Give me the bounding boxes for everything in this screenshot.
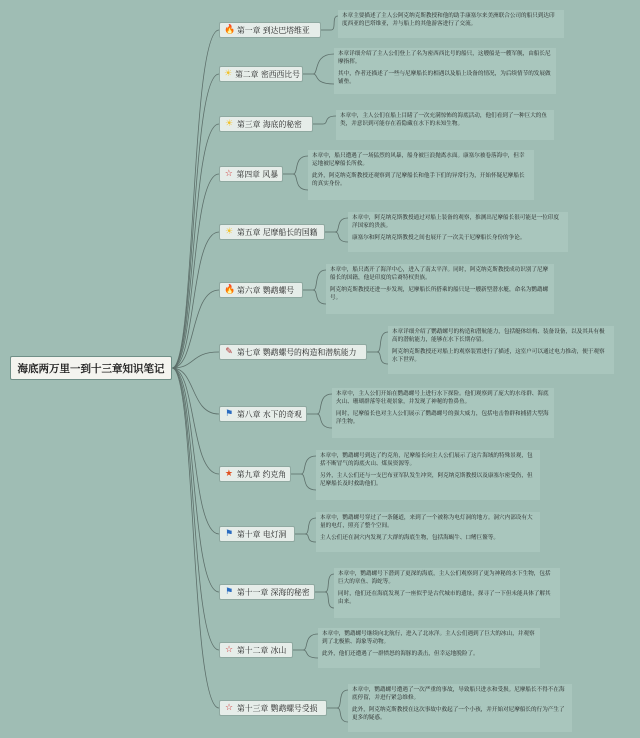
note-text: 另外，主人公们还与一支巴布亚军队发生冲突，阿克纳克斯教授以及康塞尔密受伤，但尼摩船长及时救助他们。 (320, 472, 533, 488)
chapter-title: 第七章 鹦鹉螺号的构造和潜航能力 (237, 347, 357, 357)
note-connector (301, 456, 316, 474)
note-text: 本章主要描述了主人公阿克纳克斯教授和他的助手康塞尔来美洲联合公司的船只到达印度西亚的巴塔维亚，并与船上的其他游客进行了交流。 (342, 13, 555, 28)
flag-icon: ⚑ (224, 409, 234, 419)
sun-icon: ☀ (224, 69, 233, 79)
note-connector (313, 290, 326, 304)
fire-icon: 🔥 (224, 25, 236, 35)
chapter-title: 第十章 电灯洞 (237, 529, 287, 539)
note-text: 阿克纳克斯教授还对船上的观察装置进行了描述，这室户可以通过电力推动，便于观察水下世界。 (392, 348, 605, 364)
note-connector (337, 708, 348, 722)
sun-icon: ☀ (224, 227, 234, 237)
note-text: 阿克纳克斯教授还进一步发现，尼摩船长所搭乘的船只是一艘新型潜水艇，命名为鹦鹉螺号。 (330, 286, 549, 302)
note-connector (301, 474, 316, 490)
branch-line (172, 368, 219, 414)
chapter-node[interactable] (219, 22, 321, 38)
chapter-title: 第六章 鹦鹉螺号 (237, 285, 295, 295)
note-text: 同时，他们还在海底发现了一座似乎是古代城市的遗址，探寻了一下但未能具体了解其由来。 (338, 590, 551, 606)
note-text: 此外，阿克纳克斯教授还观察到了尼摩船长和他手下们的异常行为，开始怀疑尼摩船长的真实身份。 (312, 172, 525, 188)
chapter-notes (338, 10, 564, 38)
chapter-notes (332, 388, 554, 438)
note-text: 此外，他们还遭遇了一群愤怒的海豚的袭击，但幸运地脱险了。 (322, 650, 479, 657)
chapter-title: 第十二章 冰山 (237, 645, 287, 655)
chapter-title: 第三章 海底的秘密 (237, 119, 302, 129)
branch-line (172, 368, 219, 534)
chapter-notes (334, 568, 560, 618)
note-connector (335, 218, 348, 232)
note-connector (303, 634, 318, 650)
note-text: 本章中，鹦鹉螺号下潜到了更深的海底，主人公们观察到了更为神秘的水下生物，包括巨大的章鱼、海蛇等。 (338, 571, 551, 586)
chapter-node[interactable] (219, 526, 295, 542)
note-connector (293, 156, 308, 174)
chapter-notes (318, 628, 540, 668)
chapter-title: 第一章 到达巴塔维亚 (237, 25, 310, 35)
chapter-notes (348, 212, 568, 252)
root-title: 海底两万里一到十三章知识笔记 (17, 362, 165, 375)
chapter-node[interactable] (219, 224, 325, 240)
note-connector (317, 394, 332, 414)
note-text: 本章详细介绍了鹦鹉螺号的构造和潜航能力，包括艇体结构、装备设备，以及其具有极高的潜航能力，能够在水下长期存留。 (392, 329, 605, 344)
chapter-node[interactable] (219, 344, 367, 360)
chapter-notes (326, 264, 554, 314)
note-connector (377, 332, 388, 352)
chapter-node[interactable] (219, 466, 291, 482)
note-text: 本章详细介绍了主人公们登上了名为密西西比号的船只，这艘船是一艘军舰，由船长尼摩指挥。 (338, 51, 551, 66)
note-connector (377, 352, 388, 364)
star-outline-icon: ☆ (224, 169, 233, 179)
chapter-notes (388, 326, 614, 374)
note-text: 主人公们还在洞穴内发现了大群的海底生物，包括海蝎牛、口鳍巨鳌等。 (320, 534, 500, 541)
chapter-title: 第十三章 鹦鹉螺号受损 (237, 703, 318, 713)
flag-icon: ⚑ (224, 587, 234, 597)
chapter-node[interactable] (219, 166, 283, 182)
chapter-notes (308, 150, 534, 200)
note-text: 同时，尼摩船长也对主人公们展示了鹦鹉螺号的强大威力，包括电击鲁群和捕猎大型海洋生物。 (336, 410, 549, 426)
note-text: 本章中，阿克纳克斯教授通过对船上装备的观察，推测出尼摩船长很可能是一位印度洋国家的贵族。 (352, 215, 559, 230)
branch-line (172, 368, 219, 474)
note-connector (317, 414, 332, 428)
note-text: 康塞尔和阿克纳克斯教授之间也展开了一次关于尼摩船长身份的争论。 (352, 234, 526, 241)
note-connector (325, 574, 334, 592)
chapter-notes (316, 512, 540, 552)
note-text: 其中，作者还描述了一些与尼摩船长的相遇以及船上设备的情况，为后续情节的发展做铺垫。 (338, 70, 551, 86)
chapter-notes (334, 48, 556, 94)
chapter-node[interactable] (219, 116, 313, 132)
wrench-icon: ✎ (225, 347, 233, 357)
chapter-node[interactable] (219, 700, 327, 716)
sun-icon: ☀ (224, 119, 234, 129)
note-connector (313, 270, 326, 290)
branch-line (172, 368, 219, 650)
note-text: 本章中，鹦鹉螺号遭遇了一次严重的事故，导致船只进水和受损。尼摩船长不得不在海底停留，并进行紧急维修。 (352, 687, 565, 702)
chapter-notes (348, 684, 572, 732)
note-text: 本章中，船只遭遇了一场猛烈的风暴，船身被巨浪抛离水面。康塞尔被卷落海中，但幸运地被尼摩船长所救。 (312, 153, 525, 168)
note-connector (305, 518, 316, 534)
chapter-title: 第十一章 深海的秘密 (237, 587, 310, 597)
chapter-notes (336, 110, 554, 140)
note-text: 此外，阿克纳克斯教授在这次事故中救起了一个小孩，并开始对尼摩船长的行为产生了更多的疑惑。 (352, 706, 565, 722)
note-connector (331, 16, 338, 30)
branch-line (172, 124, 219, 368)
note-connector (305, 534, 316, 542)
note-connector (337, 690, 348, 708)
root-node[interactable] (10, 356, 172, 380)
note-connector (313, 74, 334, 84)
star-outline-icon: ☆ (224, 703, 234, 713)
chapter-title: 第五章 尼摩船长的国籍 (237, 227, 318, 237)
note-connector (323, 116, 336, 124)
note-text: 本章中，鹦鹉螺号继续向北航行，进入了北冰洋。主人公们遇到了巨大的冰山，并观察到了北极熊、海象等动物。 (322, 631, 535, 646)
chapter-title: 第四章 风暴 (236, 169, 278, 179)
note-connector (303, 650, 318, 658)
note-text: 本章中，主人公们开始在鹦鹉螺号上进行水下探险。他们观察到了庞大的水母群、海底火山、珊瑚群落等壮观景象，并发现了神秘的鲁鼻鱼。 (336, 391, 549, 406)
note-text: 本章中，鹦鹉螺号到达了约克角，尼摩船长向主人公们展示了这片海域的特殊景观，包括不断冒气的海底火山、煤炭资源等。 (320, 453, 533, 468)
chapter-node[interactable] (219, 282, 303, 298)
fire-icon: 🔥 (224, 285, 236, 295)
branch-line (172, 368, 219, 592)
chapter-node[interactable] (219, 584, 315, 600)
note-connector (293, 174, 308, 190)
chapter-node[interactable] (219, 66, 303, 82)
flag-icon: ⚑ (224, 529, 234, 539)
note-text: 本章中，鹦鹉螺号穿过了一条隧道，来到了一个被称为电灯洞的地方。洞穴内部设有大量的电灯，照亮了整个空间。 (320, 515, 533, 530)
star-outline-icon: ☆ (224, 645, 234, 655)
chapter-node[interactable] (219, 406, 307, 422)
branch-line (172, 174, 219, 368)
chapter-title: 第二章 密西西比号 (235, 69, 300, 79)
chapter-title: 第八章 水下的奇观 (237, 409, 302, 419)
chapter-node[interactable] (219, 642, 293, 658)
chapter-title: 第九章 约克角 (236, 469, 286, 479)
note-connector (325, 592, 334, 608)
note-text: 本章中，船只离开了海洋中心，进入了南太平洋。同时，阿克纳克斯教授成功识别了尼摩船长的国籍，他是印度的后裔特权贵族。 (330, 267, 549, 282)
note-text: 本章中，主人公们在船上目睹了一次充满惊怖的海底活动，他们看到了一种巨大的鱼类，并意识到可能存在着隐藏在水下的未知生物。 (340, 113, 547, 128)
star-icon: ★ (224, 469, 233, 479)
chapter-notes (316, 450, 540, 500)
note-connector (313, 54, 334, 74)
note-connector (335, 232, 348, 242)
